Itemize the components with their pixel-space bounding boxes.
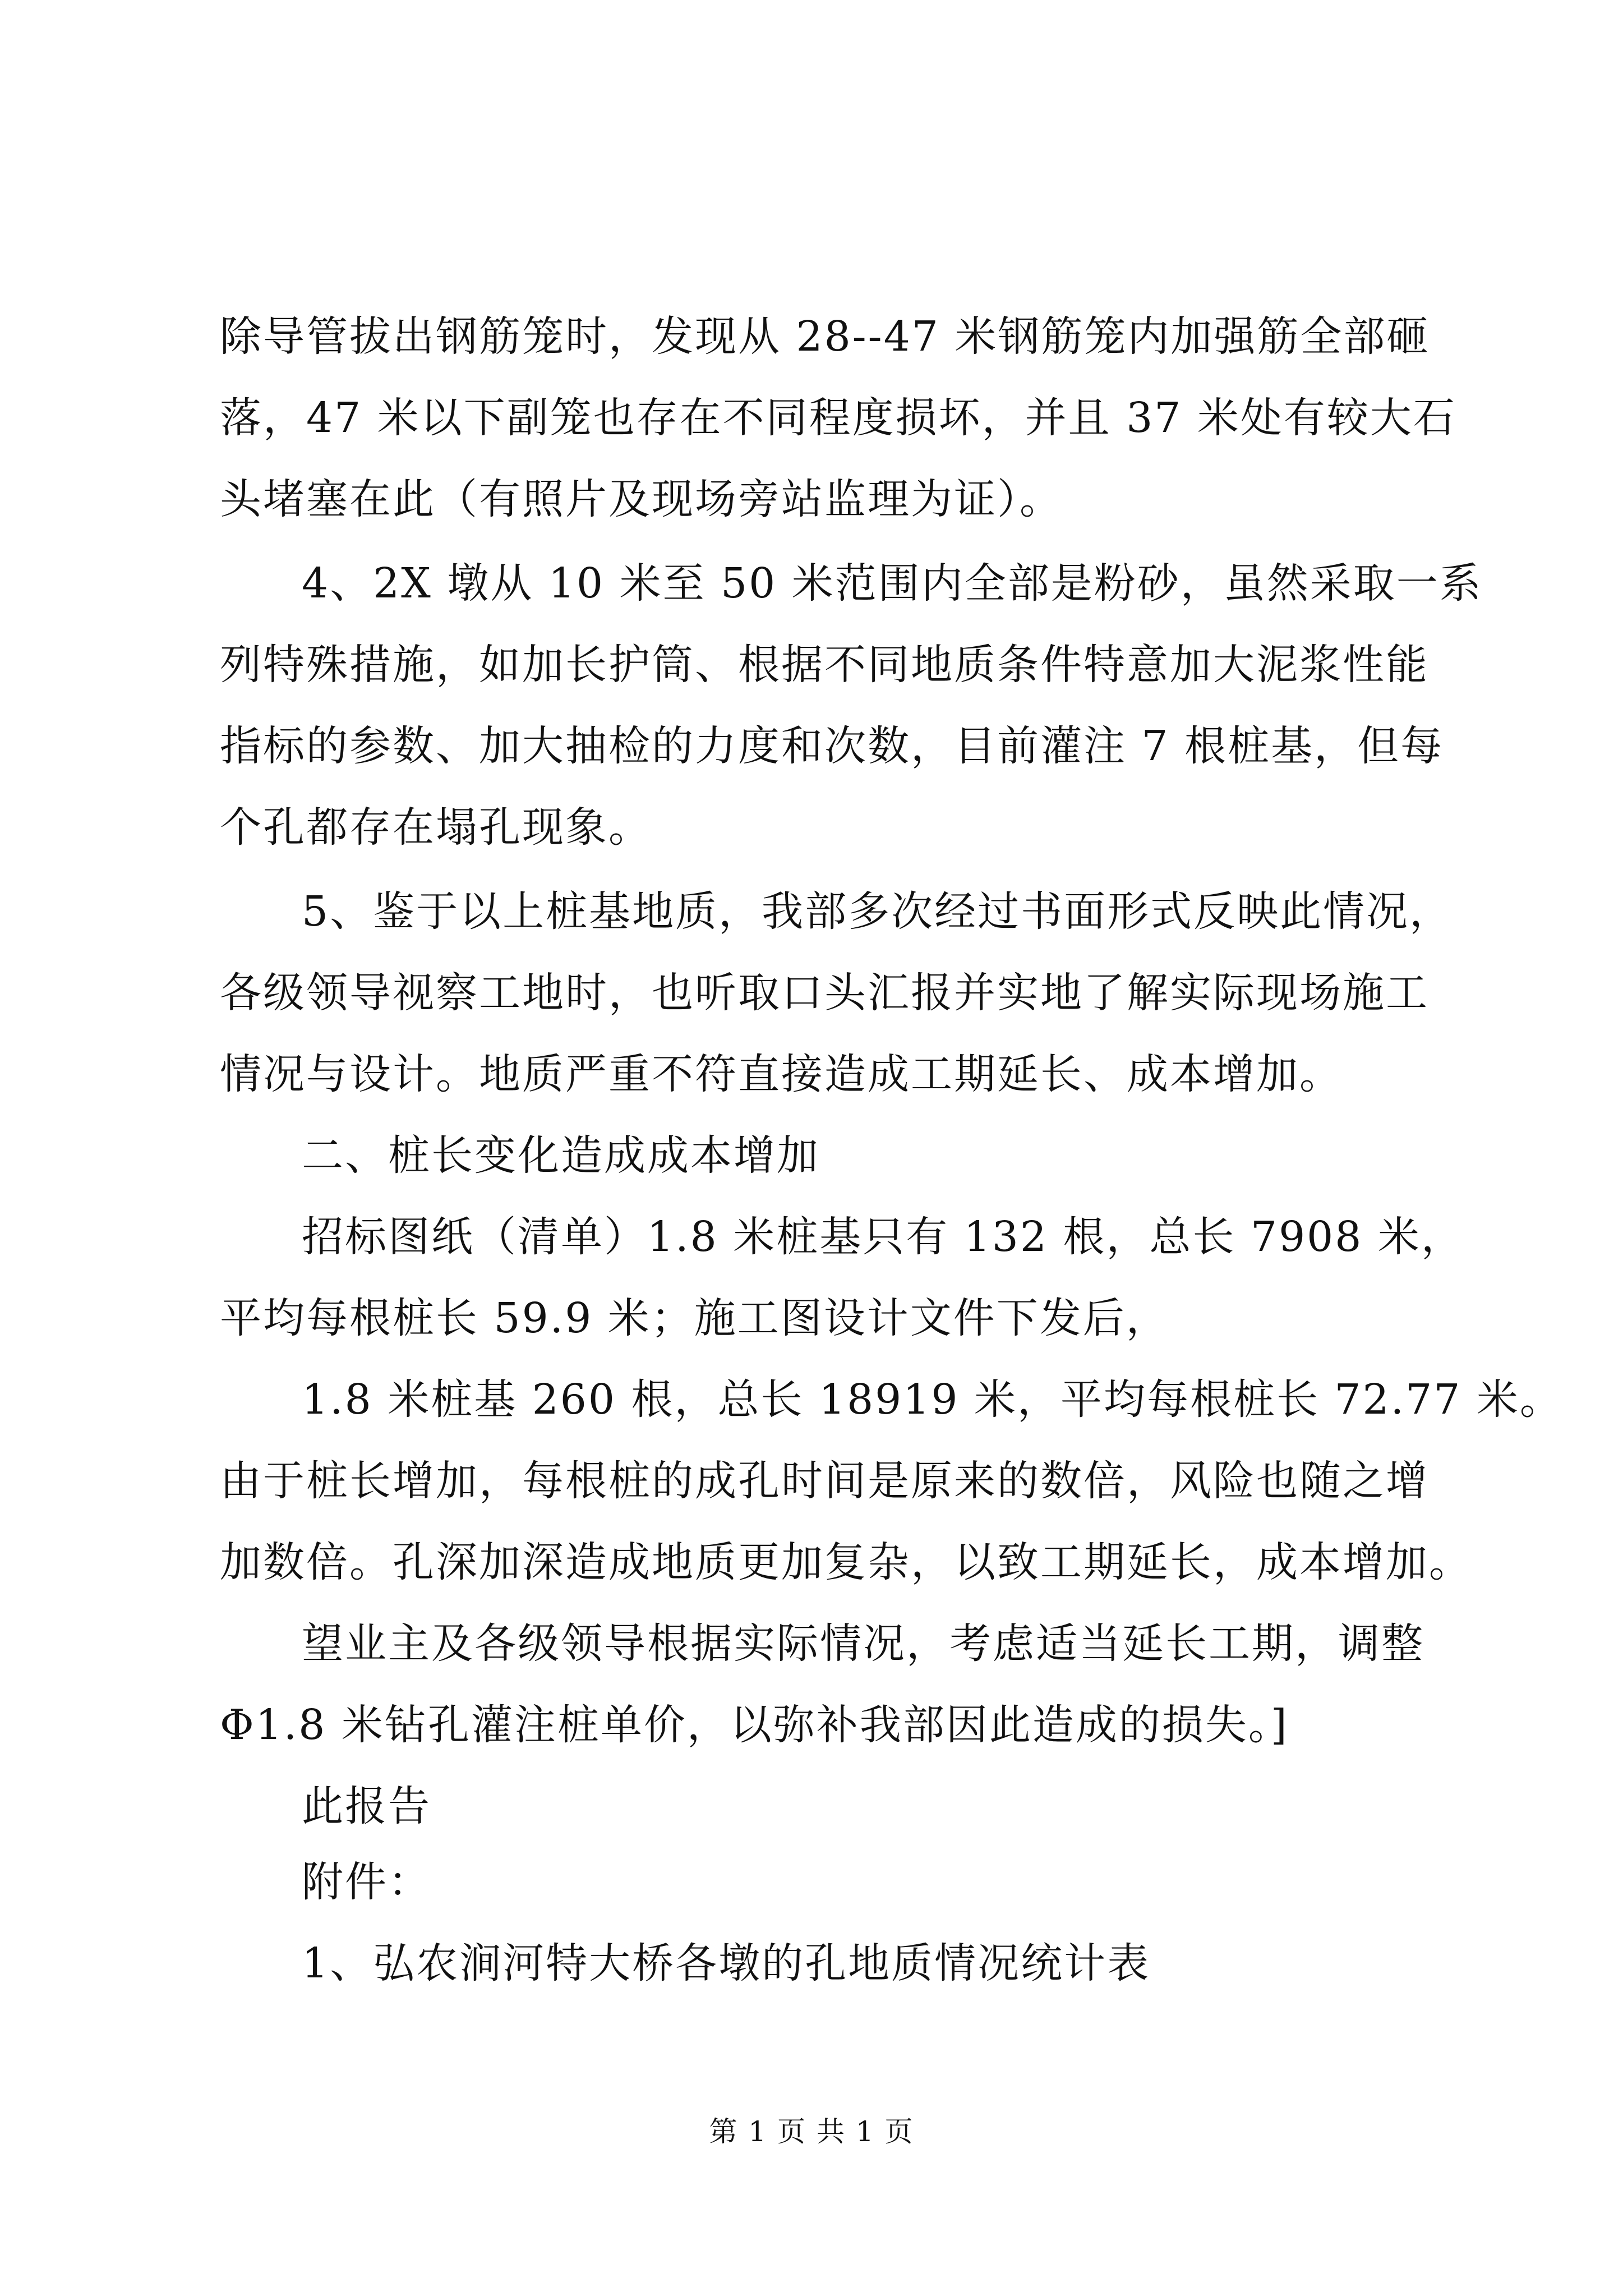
closing-line: 此报告 — [302, 1782, 431, 1830]
text-line-14: 1.8 米桩基 260 根，总长 18919 米，平均每根桩长 72.77 米。 — [302, 1375, 1563, 1424]
text-line-15: 由于桩长增加，每根桩的成孔时间是原来的数倍，风险也随之增 — [220, 1457, 1429, 1505]
attachment-heading: 附件： — [302, 1858, 431, 1906]
text-line-5: 列特殊措施，如加长护筒、根据不同地质条件特意加大泥浆性能 — [220, 641, 1429, 689]
text-line-10: 情况与设计。地质严重不符直接造成工期延长、成本增加。 — [220, 1050, 1343, 1098]
text-line-16: 加数倍。孔深加深造成地质更加复杂，以致工期延长，成本增加。 — [220, 1538, 1472, 1586]
text-line-8: 5、鉴于以上桩基地质，我部多次经过书面形式反映此情况， — [302, 887, 1453, 936]
text-line-3: 头堵塞在此（有照片及现场旁站监理为证）。 — [220, 475, 1063, 523]
text-line-1: 除导管拔出钢筋笼时，发现从 28--47 米钢筋笼内加强筋全部砸 — [220, 312, 1430, 361]
text-line-7: 个孔都存在塌孔现象。 — [220, 803, 652, 852]
text-line-2: 落，47 米以下副笼也存在不同程度损坏，并且 37 米处有较大石 — [220, 394, 1456, 442]
text-line-17: 望业主及各级领导根据实际情况，考虑适当延长工期，调整 — [302, 1619, 1424, 1668]
text-line-6: 指标的参数、加大抽检的力度和次数，目前灌注 7 根桩基，但每 — [220, 722, 1444, 770]
text-line-12: 招标图纸（清单）1.8 米桩基只有 132 根，总长 7908 米， — [302, 1213, 1464, 1261]
text-line-9: 各级领导视察工地时，也听取口头汇报并实地了解实际现场施工 — [220, 969, 1429, 1017]
text-line-4: 4、2X 墩从 10 米至 50 米范围内全部是粉砂，虽然采取一系 — [302, 559, 1483, 608]
page-footer: 第 1 页 共 1 页 — [709, 2115, 914, 2148]
attachment-item-1: 1、弘农涧河特大桥各墩的孔地质情况统计表 — [302, 1939, 1151, 1987]
text-line-13: 平均每根桩长 59.9 米；施工图设计文件下发后， — [220, 1294, 1169, 1342]
text-line-18: Φ1.8 米钻孔灌注桩单价，以弥补我部因此造成的损失。] — [220, 1701, 1289, 1749]
section-heading: 二、桩长变化造成成本增加 — [302, 1131, 820, 1180]
